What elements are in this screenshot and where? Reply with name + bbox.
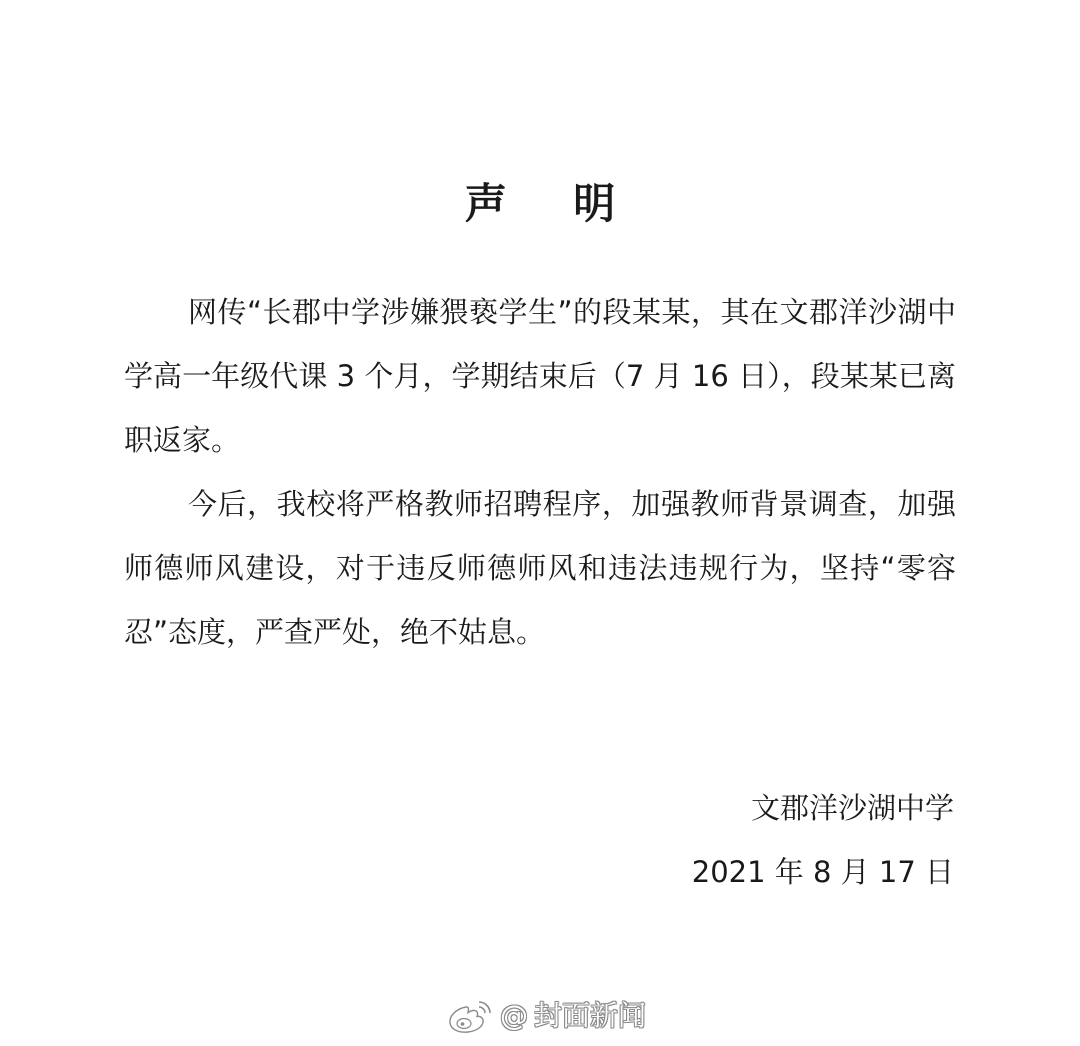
watermark-at: @ bbox=[500, 999, 528, 1032]
source-watermark bbox=[446, 996, 646, 1036]
document-body bbox=[124, 280, 956, 664]
paragraph-2: 今后，我校将严格教师招聘程序，加强教师背景调查，加强师德师风建设，对于违反师德师风和违法违规行为，坚持“零容忍”态度，严查严处，绝不姑息。 bbox=[124, 487, 956, 649]
weibo-icon bbox=[446, 997, 494, 1035]
watermark-account: 封面新闻 bbox=[534, 999, 647, 1032]
paragraph-1: 网传“长郡中学涉嫌猥亵学生”的段某某，其在文郡洋沙湖中学高一年级代课 3 个月，学期结束后（7 月 16 日），段某某已离职返家。 bbox=[124, 295, 956, 457]
signature-organization: 文郡洋沙湖中学 bbox=[750, 791, 954, 825]
signature-block bbox=[692, 776, 954, 904]
document-title: 声 明 bbox=[464, 179, 642, 228]
signature-date: 2021 年 8 月 17 日 bbox=[691, 855, 954, 889]
